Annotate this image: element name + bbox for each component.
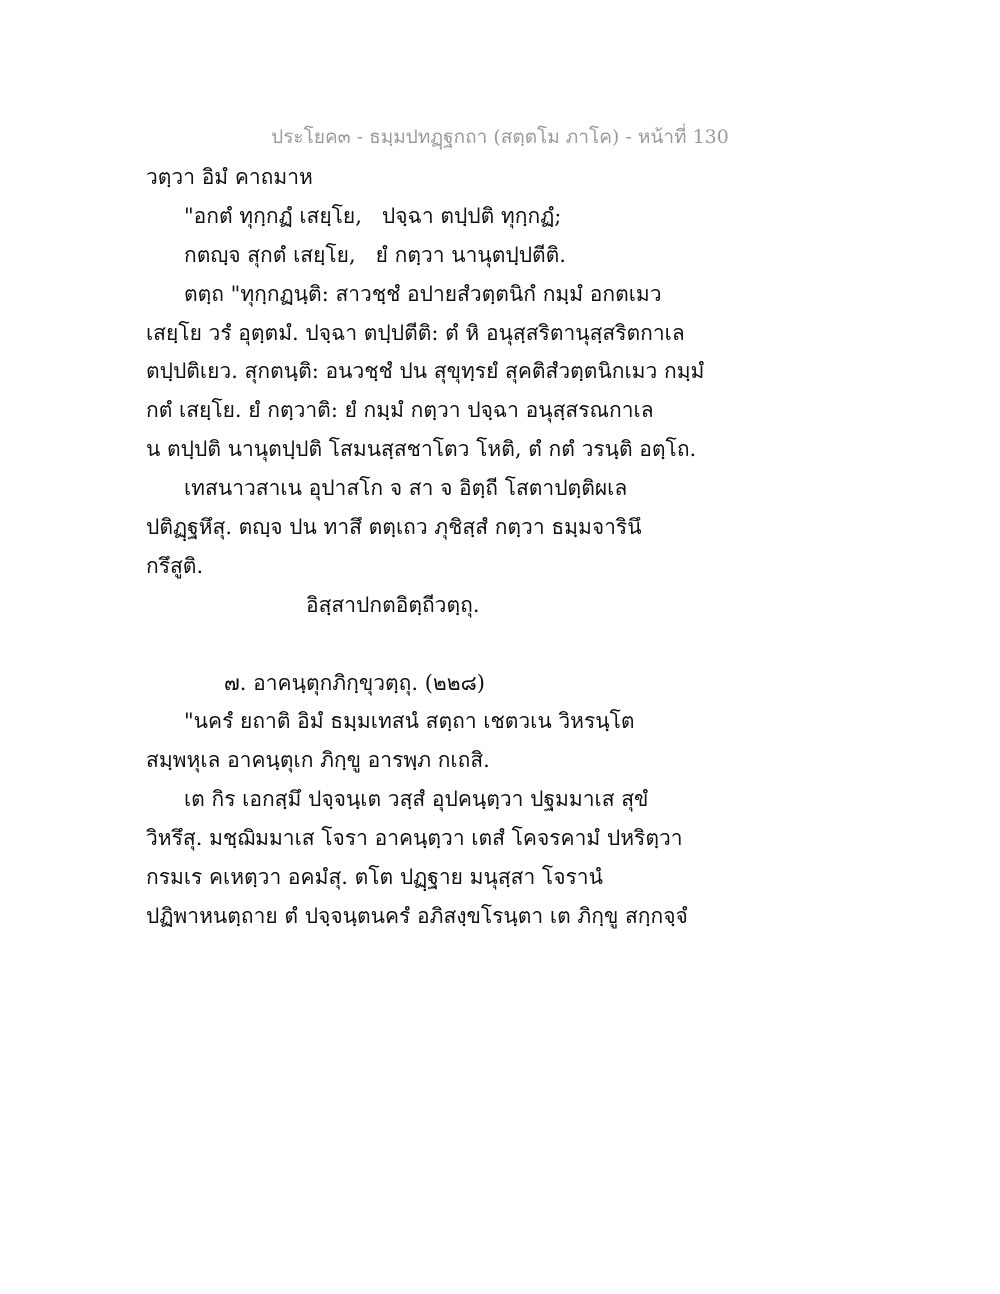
text-line: กรมเร คเหตฺวา อคมํสุ. ตโต ปฏฺฐาย มนุสฺสา โจรานํ — [146, 865, 603, 890]
verse-half: ยํ กตฺวา นานุตปฺปตีติ. — [375, 242, 566, 267]
text-line: วิหรึสุ. มชฺฌิมมาเส โจรา อาคนฺตฺวา เตสํ โคจรคามํ ปหริตฺวา — [146, 826, 683, 851]
text-line: เสยฺโย วรํ อุตฺตมํ. ปจฺฉา ตปฺปตีติ: ตํ หิ อนุสฺสริตานุสฺสริตกาเล — [146, 320, 685, 345]
running-header: ประโยค๓ - ธมฺมปทฏฺฐกถา (สตฺตโม ภาโค) - หน้าที่ 130 — [271, 126, 729, 148]
verse-half: กตญฺจ สุกตํ เสยฺโย, — [184, 242, 356, 267]
verse-half: "อกตํ ทุกฺกฏํ เสยฺโย, — [184, 203, 362, 228]
verse-line — [146, 197, 706, 236]
text-line: กรึสูติ. — [146, 553, 204, 578]
blank-line — [146, 625, 706, 664]
page-body — [146, 158, 706, 936]
text-line: ปฏิพาหนตฺถาย ตํ ปจฺจนฺตนครํ อภิสงฺขโรนฺตา เต ภิกฺขู สกฺกจฺจํ — [146, 903, 688, 928]
text-line: ตตฺถ "ทุกฺกฏนฺติ: สาวชฺชํ อปายสํวตฺตนิกํ กมฺมํ อกตเมว — [184, 281, 662, 306]
text-line: น ตปฺปติ นานุตปฺปติ โสมนสฺสชาโตว โหติ, ตํ กตํ วรนฺติ อตฺโถ. — [146, 437, 697, 462]
text-line: สมฺพหุเล อาคนฺตุเก ภิกฺขู อารพฺภ กเถสิ. — [146, 748, 490, 773]
text-line: ตปฺปติเยว. สุกตนฺติ: อนวชฺชํ ปน สุขุทฺรยํ สุคติสํวตฺตนิกเมว กมฺมํ — [146, 359, 705, 384]
text-line: เต กิร เอกสฺมึ ปจฺจนฺเต วสฺสํ อุปคนฺตฺวา ปฐมมาเส สุขํ — [184, 787, 649, 812]
story-end-title: อิสฺสาปกตอิตฺถีวตฺถุ. — [306, 592, 480, 617]
verse-half: ปจฺฉา ตปฺปติ ทุกฺกฏํ; — [381, 203, 562, 228]
text-line: วตฺวา อิมํ คาถมาห — [146, 165, 313, 189]
text-line: เทสนาวสาเน อุปาสโก จ สา จ อิตฺถี โสตาปตฺติผเล — [184, 476, 628, 501]
verse-line — [146, 236, 706, 275]
text-line: ปติฏฺฐหึสุ. ตญฺจ ปน ทาสึ ตตฺเถว ภุชิสฺสํ กตฺวา ธมฺมจารินึ — [146, 515, 642, 540]
text-line: "นครํ ยถาติ อิมํ ธมฺมเทสนํ สตฺถา เชตวเน วิหรนฺโต — [184, 709, 635, 734]
text-line: กตํ เสยฺโย. ยํ กตฺวาติ: ยํ กมฺมํ กตฺวา ปจฺฉา อนุสฺสรณกาเล — [146, 398, 654, 423]
section-heading: ๗. อาคนฺตุกภิกฺขุวตฺถุ. (๒๒๘) — [224, 670, 485, 695]
